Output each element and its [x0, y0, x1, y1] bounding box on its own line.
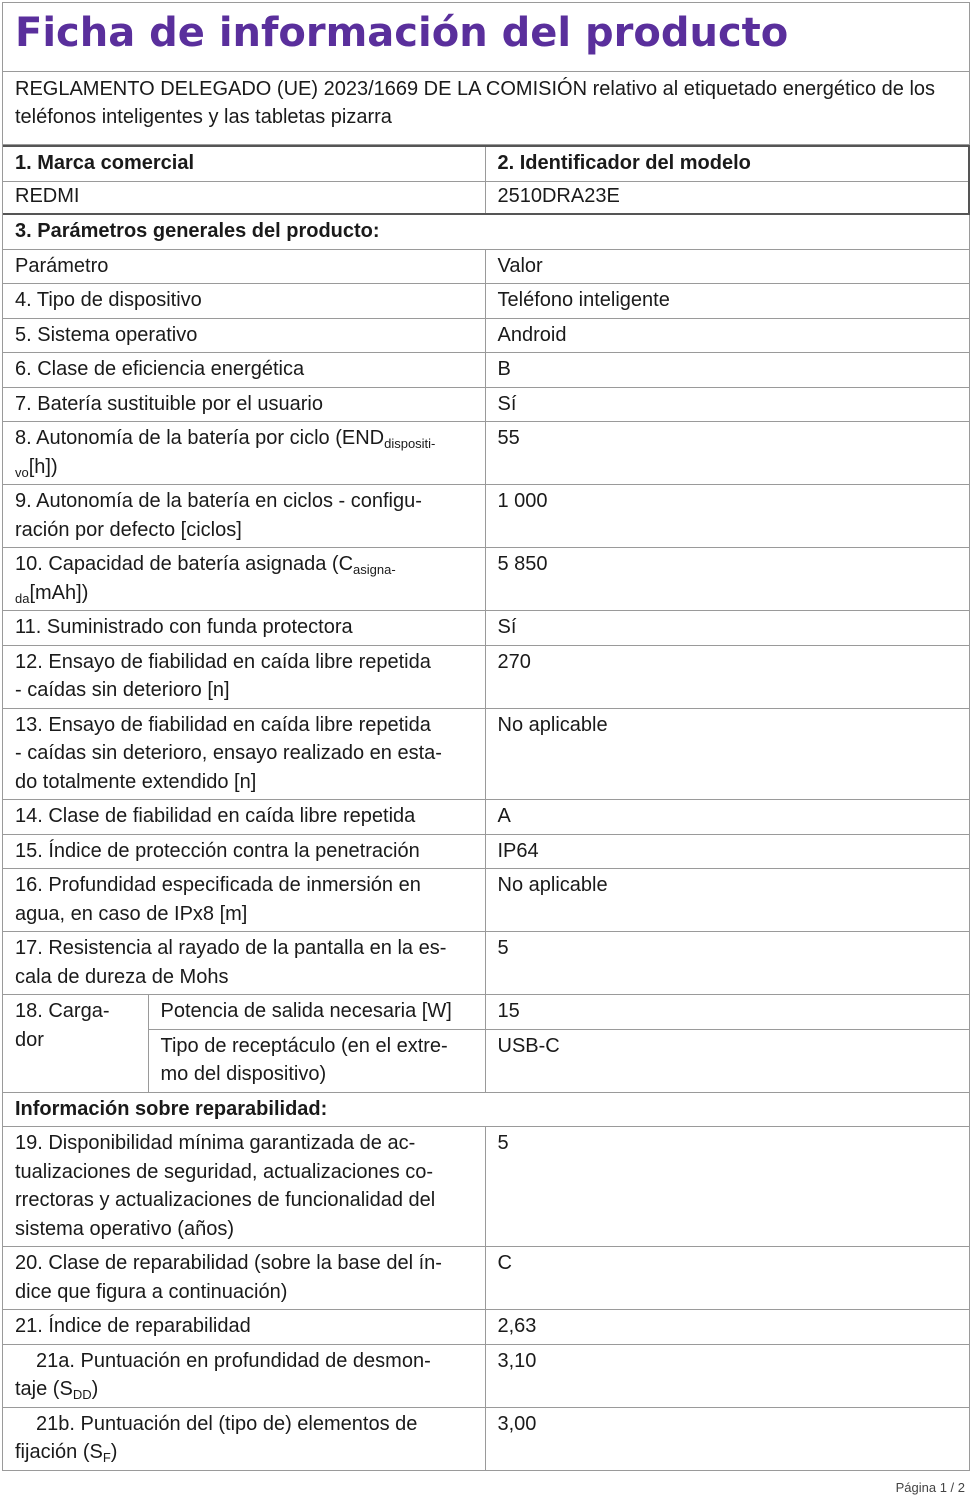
- table-row: [3, 1247, 969, 1310]
- label-line: dor: [15, 1028, 44, 1051]
- battery-endurance-cycle-value: 55: [485, 422, 969, 485]
- label-text: fijación (S: [15, 1441, 103, 1463]
- label-line: 19. Disponibilidad mínima garantizada de ac-: [15, 1132, 416, 1154]
- label-text: [h]): [28, 455, 58, 478]
- product-info-table: [3, 145, 970, 1471]
- battery-endurance-cycles-label: [3, 485, 485, 548]
- table-row: [3, 1407, 969, 1470]
- table-row: [3, 1344, 969, 1407]
- product-info-sheet: [2, 2, 970, 1471]
- label-text: ): [91, 1378, 99, 1400]
- table-row: [3, 708, 969, 800]
- label-line: dice que figura a continuación): [15, 1280, 288, 1303]
- fasteners-score-value: 3,00: [485, 1407, 969, 1470]
- charger-label: [3, 995, 148, 1093]
- label-line: do totalmente extendido [n]: [15, 770, 257, 793]
- label-line: sistema operativo (años): [15, 1217, 234, 1240]
- label-line: 16. Profundidad especificada de inmersión en: [15, 874, 421, 896]
- charger-socket-label: [148, 1029, 485, 1092]
- repairability-index-value: 2,63: [485, 1310, 969, 1345]
- table-row: [3, 422, 969, 485]
- label-line: 21b. Puntuación del (tipo de) elementos de: [36, 1412, 418, 1435]
- table-row: [3, 611, 969, 646]
- os-value: Android: [485, 318, 969, 353]
- ingress-protection-label: 15. Índice de protección contra la penetración: [3, 834, 485, 869]
- model-label: 2. Identificador del modelo: [485, 146, 969, 181]
- brand-model-header-row: [3, 146, 969, 181]
- table-row: [3, 834, 969, 869]
- charger-power-label: Potencia de salida necesaria [W]: [148, 995, 485, 1030]
- disassembly-depth-label: [3, 1344, 485, 1407]
- label-line: rrectoras y actualizaciones de funcionalidad del: [15, 1189, 436, 1211]
- label-line: tualizaciones de seguridad, actualizaciones co-: [15, 1160, 434, 1183]
- label-line: 18. Carga-: [15, 1000, 110, 1022]
- charger-socket-value: USB-C: [485, 1029, 969, 1092]
- table-row: [3, 869, 969, 932]
- general-params-heading-row: [3, 214, 969, 249]
- scratch-resistance-value: 5: [485, 932, 969, 995]
- protective-case-value: Sí: [485, 611, 969, 646]
- battery-endurance-cycle-label: [3, 422, 485, 485]
- energy-class-value: B: [485, 353, 969, 388]
- scratch-resistance-label: [3, 932, 485, 995]
- drop-reliability-class-label: 14. Clase de fiabilidad en caída libre repetida: [3, 800, 485, 835]
- page-indicator: Página 1 / 2: [895, 1480, 965, 1495]
- replaceable-battery-value: Sí: [485, 387, 969, 422]
- charger-power-value: 15: [485, 995, 969, 1030]
- drop-test-extended-label: [3, 708, 485, 800]
- table-row: [3, 932, 969, 995]
- label-text: 10. Capacidad de batería asignada (C: [15, 553, 354, 575]
- regulation-text: REGLAMENTO DELEGADO (UE) 2023/1669 DE LA COMISIÓN relativo al etiquetado energético de los teléfonos inteligentes y las tabletas pizarra: [3, 72, 969, 145]
- label-line: 13. Ensayo de fiabilidad en caída libre repetida: [15, 713, 431, 736]
- value-column-header: Valor: [485, 249, 969, 284]
- device-type-label: 4. Tipo de dispositivo: [3, 284, 485, 319]
- label-line: Tipo de receptáculo (en el extre-: [160, 1034, 448, 1057]
- subscript: vo: [15, 464, 29, 480]
- device-type-value: Teléfono inteligente: [485, 284, 969, 319]
- label-text: ): [110, 1441, 118, 1463]
- table-row: [3, 800, 969, 835]
- label-line: agua, en caso de IPx8 [m]: [15, 902, 248, 925]
- model-value: 2510DRA23E: [485, 181, 969, 214]
- table-row: [3, 645, 969, 708]
- table-row: [3, 249, 969, 284]
- table-row: [3, 284, 969, 319]
- ingress-protection-value: IP64: [485, 834, 969, 869]
- drop-test-value: 270: [485, 645, 969, 708]
- protective-case-label: 11. Suministrado con funda protectora: [3, 611, 485, 646]
- table-row: [3, 318, 969, 353]
- subscript: dispositi-: [384, 436, 436, 451]
- drop-reliability-class-value: A: [485, 800, 969, 835]
- subscript: da: [15, 590, 30, 606]
- battery-capacity-value: 5 850: [485, 548, 969, 611]
- drop-test-label: [3, 645, 485, 708]
- brand-value: REDMI: [3, 181, 485, 214]
- battery-endurance-cycles-value: 1 000: [485, 485, 969, 548]
- subscript: F: [102, 1450, 111, 1465]
- os-updates-value: 5: [485, 1127, 969, 1247]
- repairability-class-label: [3, 1247, 485, 1310]
- table-row: [3, 387, 969, 422]
- label-line: cala de dureza de Mohs: [15, 965, 229, 988]
- table-row: [3, 1029, 969, 1092]
- label-line: ración por defecto [ciclos]: [15, 518, 242, 541]
- general-params-heading: 3. Parámetros generales del producto:: [3, 214, 969, 249]
- label-line: - caídas sin deterioro [n]: [15, 679, 230, 701]
- table-row: [3, 1310, 969, 1345]
- table-row: [3, 353, 969, 388]
- repair-heading-row: [3, 1092, 969, 1127]
- table-row: [3, 995, 969, 1030]
- os-updates-label: [3, 1127, 485, 1247]
- label-line: 9. Autonomía de la batería en ciclos - configu-: [15, 490, 422, 512]
- drop-test-extended-value: No aplicable: [485, 708, 969, 800]
- subscript: DD: [72, 1387, 92, 1402]
- label-line: 21a. Puntuación en profundidad de desmon-: [36, 1349, 431, 1372]
- label-line: 20. Clase de reparabilidad (sobre la base del ín-: [15, 1252, 442, 1274]
- subscript: asigna-: [353, 562, 396, 577]
- immersion-depth-label: [3, 869, 485, 932]
- label-line: 17. Resistencia al rayado de la pantalla en la es-: [15, 937, 447, 959]
- table-row: [3, 548, 969, 611]
- repairability-index-label: 21. Índice de reparabilidad: [3, 1310, 485, 1345]
- label-text: 8. Autonomía de la batería por ciclo (END: [15, 427, 385, 449]
- label-line: 12. Ensayo de fiabilidad en caída libre repetida: [15, 650, 431, 673]
- energy-class-label: 6. Clase de eficiencia energética: [3, 353, 485, 388]
- repair-heading: Información sobre reparabilidad:: [3, 1092, 969, 1127]
- label-line: mo del dispositivo): [160, 1063, 327, 1085]
- table-row: [3, 1127, 969, 1247]
- replaceable-battery-label: 7. Batería sustituible por el usuario: [3, 387, 485, 422]
- page-title: Ficha de información del producto: [3, 2, 969, 72]
- immersion-depth-value: No aplicable: [485, 869, 969, 932]
- os-label: 5. Sistema operativo: [3, 318, 485, 353]
- battery-capacity-label: [3, 548, 485, 611]
- repairability-class-value: C: [485, 1247, 969, 1310]
- label-text: taje (S: [15, 1378, 73, 1400]
- brand-label: 1. Marca comercial: [3, 146, 485, 181]
- label-line: - caídas sin deterioro, ensayo realizado en esta-: [15, 742, 442, 764]
- fasteners-score-label: [3, 1407, 485, 1470]
- param-column-header: Parámetro: [3, 249, 485, 284]
- label-text: [mAh]): [29, 581, 89, 604]
- brand-model-value-row: [3, 181, 969, 214]
- disassembly-depth-value: 3,10: [485, 1344, 969, 1407]
- table-row: [3, 485, 969, 548]
